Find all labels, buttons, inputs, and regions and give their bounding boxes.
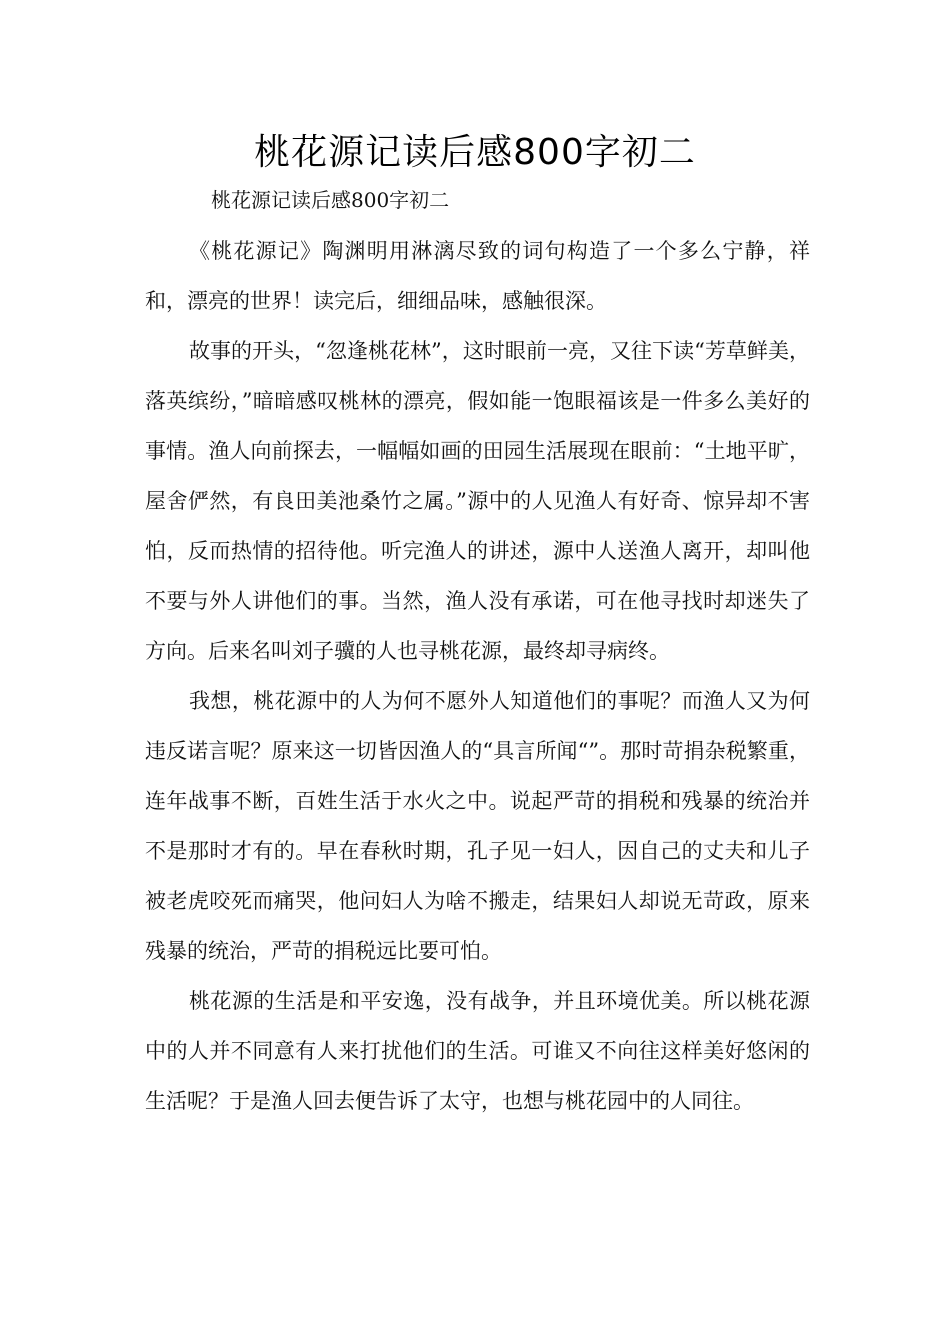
document-subtitle: 桃花源记读后感800字初二 [211,188,450,212]
paragraph: 《桃花源记》陶渊明用淋漓尽致的词句构造了一个多么宁静，祥和，漂亮的世界！读完后，细细品味，感触很深。 [145,239,810,313]
document-body [145,226,810,1126]
paragraph: 故事的开头，“忽逢桃花林”，这时眼前一亮，又往下读“芳草鲜美，落英缤纷，”暗暗感叹桃林的漂亮，假如能一饱眼福该是一件多么美好的事情。渔人向前探去，一幅幅如画的田园生活展现在眼前：“土地平旷，屋舍俨然，有良田美池桑竹之属。”源中的人见渔人有好奇、惊异却不害怕，反而热情的招待他。听完渔人的讲述，源中人送渔人离开，却叫他不要与外人讲他们的事。当然，渔人没有承诺，可在他寻找时却迷失了方向。后来名叫刘子骥的人也寻桃花源，最终却寻病终。 [145,339,810,663]
document-title: 桃花源记读后感800字初二 [254,132,696,173]
paragraph: 桃花源的生活是和平安逸，没有战争，并且环境优美。所以桃花源中的人并不同意有人来打扰他们的生活。可谁又不向往这样美好悠闲的生活呢？于是渔人回去便告诉了太守，也想与桃花园中的人同往。 [145,989,810,1113]
paragraph: 我想，桃花源中的人为何不愿外人知道他们的事呢？而渔人又为何违反诺言呢？原来这一切皆因渔人的“具言所闻“”。那时苛捐杂税繁重，连年战事不断，百姓生活于水火之中。说起严苛的捐税和残暴的统治并不是那时才有的。早在春秋时期，孔子见一妇人，因自己的丈夫和儿子被老虎咬死而痛哭，他问妇人为啥不搬走，结果妇人却说无苛政，原来残暴的统治，严苛的捐税远比要可怕。 [145,689,810,963]
